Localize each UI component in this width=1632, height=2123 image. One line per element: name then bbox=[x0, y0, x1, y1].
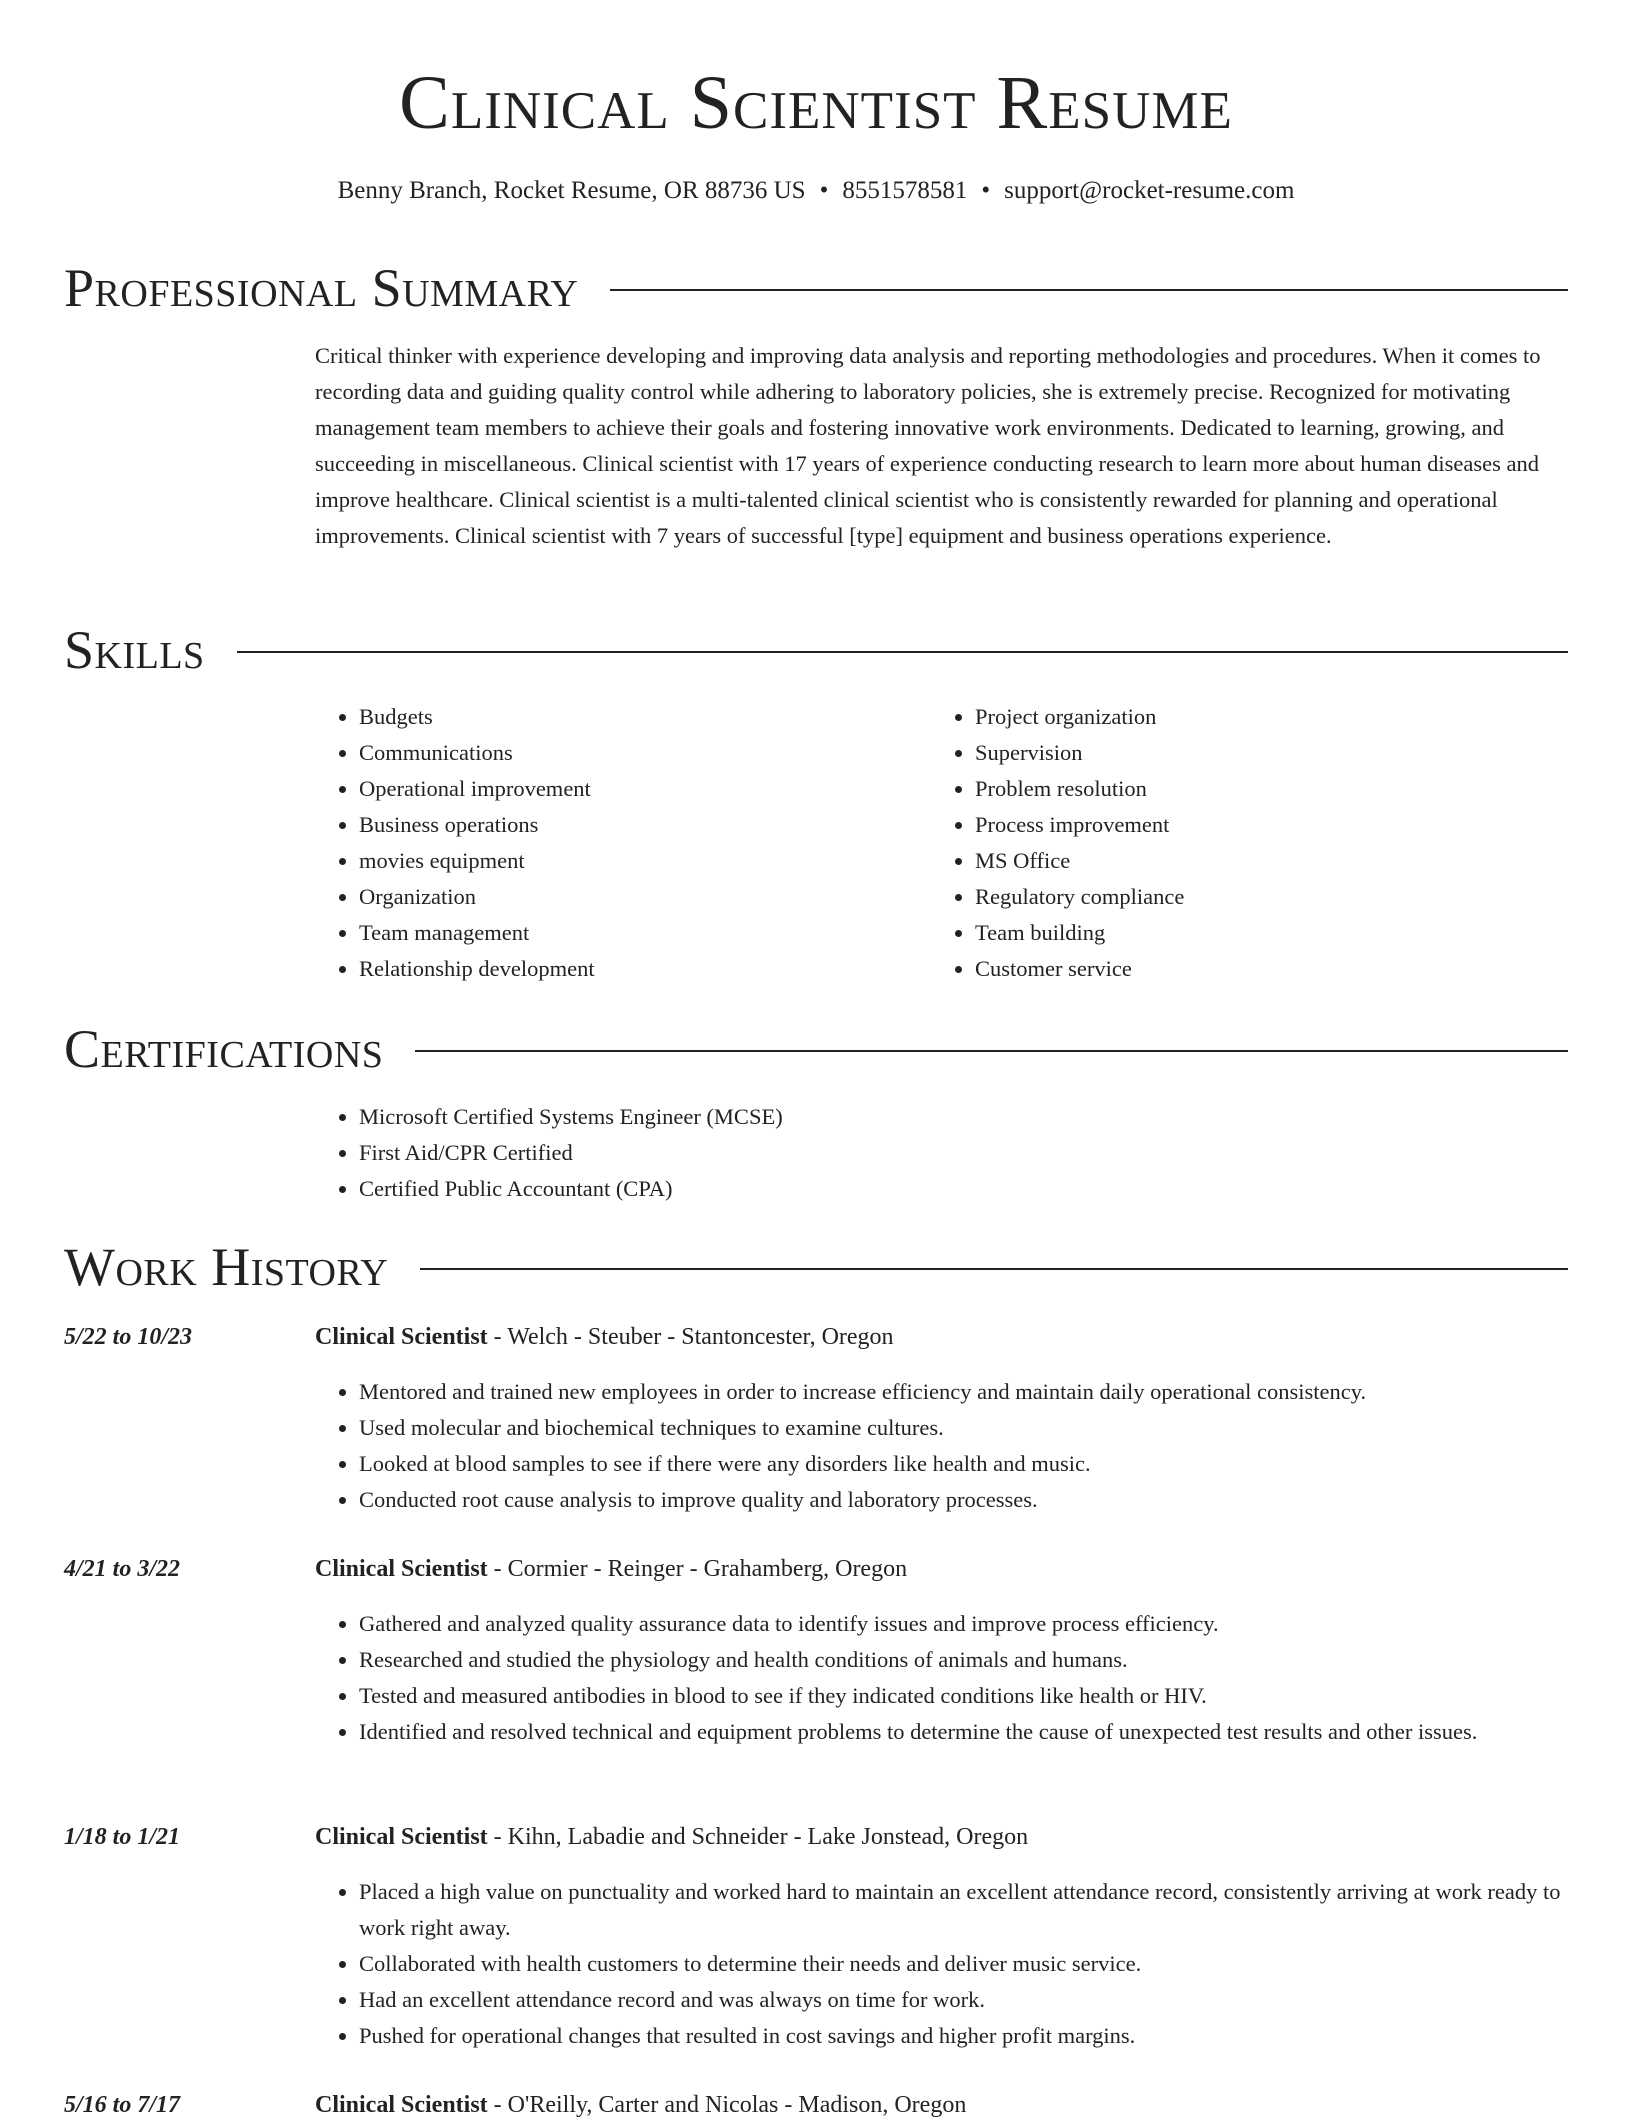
work-history-heading-label: Work History bbox=[64, 1237, 389, 1297]
section-divider bbox=[237, 651, 1568, 653]
job-dates: 4/21 to 3/22 bbox=[64, 1556, 181, 1582]
contact-separator: • bbox=[981, 177, 991, 204]
contact-phone: 8551578581 bbox=[842, 177, 968, 204]
job-bullet: • Tested and measured antibodies in blood to see if they indicated conditions like health or HIV. bbox=[359, 1678, 1612, 1714]
job-bullets bbox=[315, 1606, 1612, 1750]
skill-item: • Project organization bbox=[975, 699, 1575, 735]
contact-separator: • bbox=[819, 177, 829, 204]
page-title: Clinical Scientist Resume bbox=[399, 61, 1233, 145]
skill-item: • Communications bbox=[359, 735, 919, 771]
job-bullet: • Gathered and analyzed quality assurance data to identify issues and improve process efficiency. bbox=[359, 1606, 1612, 1642]
job-bullet: • Identified and resolved technical and equipment problems to determine the cause of unexpected test results and other issues. bbox=[359, 1714, 1612, 1750]
skills-heading bbox=[64, 618, 1568, 682]
skills-list-left bbox=[315, 699, 919, 987]
job-dates: 5/16 to 7/17 bbox=[64, 2092, 181, 2118]
certifications-heading-label: Certifications bbox=[64, 1019, 384, 1079]
job-employer: - Welch - Steuber - Stantoncester, Oregon bbox=[487, 1324, 894, 1350]
skill-item: • Process improvement bbox=[975, 807, 1575, 843]
job-dates: 1/18 to 1/21 bbox=[64, 1824, 181, 1850]
skill-item: • Customer service bbox=[975, 951, 1575, 987]
job-bullet: • Looked at blood samples to see if there were any disorders like health and music. bbox=[359, 1446, 1612, 1482]
skill-item: • Operational improvement bbox=[359, 771, 919, 807]
job-employer: - O'Reilly, Carter and Nicolas - Madison, Oregon bbox=[487, 2092, 967, 2118]
job-title: Clinical Scientist bbox=[315, 1324, 488, 1350]
certifications-heading bbox=[64, 1017, 1568, 1081]
job-title-line bbox=[315, 1551, 907, 1587]
summary-heading-label: Professional Summary bbox=[64, 258, 579, 318]
certification-item: • First Aid/CPR Certified bbox=[359, 1135, 1559, 1171]
job-bullet: • Used molecular and biochemical techniques to examine cultures. bbox=[359, 1410, 1612, 1446]
skill-item: • Relationship development bbox=[359, 951, 919, 987]
skill-item: • Regulatory compliance bbox=[975, 879, 1575, 915]
skills-heading-label: Skills bbox=[64, 620, 205, 680]
skill-item: • Team management bbox=[359, 915, 919, 951]
job-bullet: • Mentored and trained new employees in order to increase efficiency and maintain daily operational consistency. bbox=[359, 1374, 1612, 1410]
job-bullet: • Had an excellent attendance record and was always on time for work. bbox=[359, 1982, 1612, 2018]
job-bullet: • Conducted root cause analysis to improve quality and laboratory processes. bbox=[359, 1482, 1612, 1518]
skill-item: • Business operations bbox=[359, 807, 919, 843]
job-title-line bbox=[315, 2087, 966, 2123]
skill-item: • movies equipment bbox=[359, 843, 919, 879]
job-dates: 5/22 to 10/23 bbox=[64, 1324, 193, 1350]
skill-item: • Team building bbox=[975, 915, 1575, 951]
job-bullets bbox=[315, 1374, 1612, 1518]
job-bullets bbox=[315, 1874, 1612, 2054]
contact-email: support@rocket-resume.com bbox=[1004, 177, 1295, 204]
job-title: Clinical Scientist bbox=[315, 2092, 488, 2118]
summary-heading bbox=[64, 256, 1568, 320]
job-title: Clinical Scientist bbox=[315, 1556, 488, 1582]
work-history-heading bbox=[64, 1235, 1568, 1299]
job-bullet: • Placed a high value on punctuality and worked hard to maintain an excellent attendance record, consistently arriving at work ready to work right away. bbox=[359, 1874, 1612, 1946]
job-bullet: • Collaborated with health customers to determine their needs and deliver music service. bbox=[359, 1946, 1612, 1982]
job-employer: - Cormier - Reinger - Grahamberg, Oregon bbox=[487, 1556, 908, 1582]
section-divider bbox=[415, 1050, 1568, 1052]
contact-address: Benny Branch, Rocket Resume, OR 88736 US bbox=[337, 177, 806, 204]
skill-item: • Organization bbox=[359, 879, 919, 915]
summary-text: Critical thinker with experience developing and improving data analysis and reporting methodologies and procedures. When it comes to recording data and guiding quality control while adhering to laboratory policies, she is extremely precise. Recognized for motivating management team members to achieve their goals and fostering innovative work environments. Dedicated to learning, growing, and succeeding in miscellaneous. Clinical scientist with 17 years of experience conducting research to learn more about human diseases and improve healthcare. Clinical scientist is a multi-talented clinical scientist who is consistently rewarded for planning and operational improvements. Clinical scientist with 7 years of successful [type] equipment and business operations experience. bbox=[315, 343, 1541, 548]
certification-item: • Microsoft Certified Systems Engineer (MCSE) bbox=[359, 1099, 1559, 1135]
skill-item: • Supervision bbox=[975, 735, 1575, 771]
certification-item: • Certified Public Accountant (CPA) bbox=[359, 1171, 1559, 1207]
section-divider bbox=[610, 289, 1568, 291]
job-bullet: • Researched and studied the physiology and health conditions of animals and humans. bbox=[359, 1642, 1612, 1678]
skill-item: • Budgets bbox=[359, 699, 919, 735]
skills-list-right bbox=[931, 699, 1575, 987]
section-divider bbox=[420, 1268, 1568, 1270]
job-title: Clinical Scientist bbox=[315, 1824, 488, 1850]
contact-line bbox=[0, 174, 1632, 208]
job-title-line bbox=[315, 1819, 1028, 1855]
certifications-list bbox=[315, 1099, 1559, 1207]
skill-item: • MS Office bbox=[975, 843, 1575, 879]
skill-item: • Problem resolution bbox=[975, 771, 1575, 807]
job-employer: - Kihn, Labadie and Schneider - Lake Jonstead, Oregon bbox=[487, 1824, 1029, 1850]
job-bullet: • Pushed for operational changes that resulted in cost savings and higher profit margins. bbox=[359, 2018, 1612, 2054]
job-title-line bbox=[315, 1319, 894, 1355]
